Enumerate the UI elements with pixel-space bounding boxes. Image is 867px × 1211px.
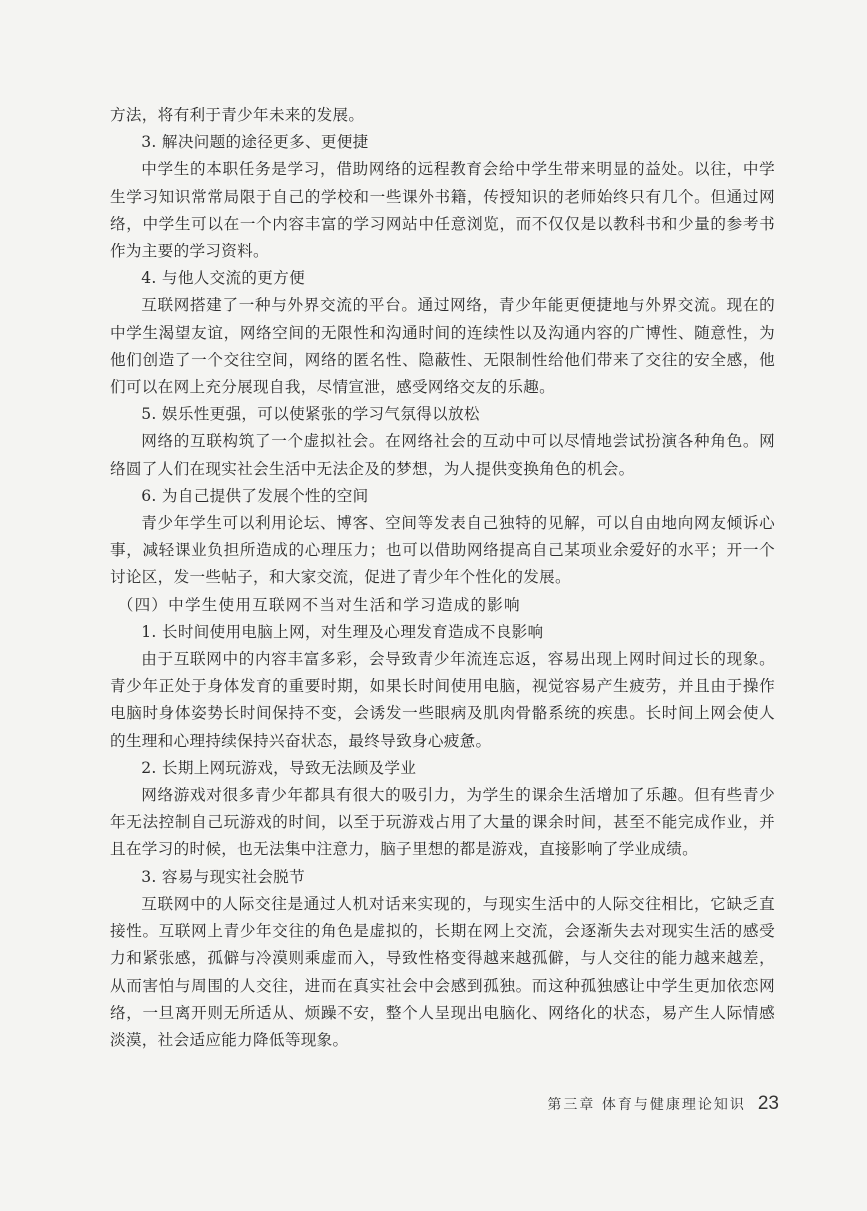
chapter-title: 第三章 体育与健康理论知识	[547, 1097, 746, 1113]
paragraph: 中学生的本职任务是学习，借助网络的远程教育会给中学生带来明显的益处。以往，中学生学习知识常常局限于自己的学校和一些课外书籍，传授知识的老师始终只有几个。但通过网络，中学生可以在一个内容丰富的学习网站中任意浏览，而不仅仅是以教科书和少量的参考书作为主要的学习资料。	[110, 160, 775, 261]
subheading: 4. 与他人交流的更方便	[141, 269, 305, 288]
paragraph: 网络的互联构筑了一个虚拟社会。在网络社会的互动中可以尽情地尝试扮演各种角色。网络圆了人们在现实社会生活中无法企及的梦想，为人提供变换角色的机会。	[110, 432, 775, 478]
paragraph: 互联网搭建了一种与外界交流的平台。通过网络，青少年能更便捷地与外界交流。现在的中学生渴望友谊，网络空间的无限性和沟通时间的连续性以及沟通内容的广博性、随意性，为他们创造了一个交往空间，网络的匿名性、隐蔽性、无限制性给他们带来了交往的安全感，他们可以在网上充分展现自我，尽情宣泄，感受网络交友的乐趣。	[110, 296, 775, 397]
subheading: 6. 为自己提供了发展个性的空间	[141, 486, 369, 505]
paragraph: 由于互联网中的内容丰富多彩，会导致青少年流连忘返，容易出现上网时间过长的现象。青少年正处于身体发育的重要时期，如果长时间使用电脑，视觉容易产生疲劳，并且由于操作电脑时身体姿势长时间保持不变，会诱发一些眼病及肌肉骨骼系统的疾患。长时间上网会使人的生理和心理持续保持兴奋状态，最终导致身心疲惫。	[110, 650, 775, 750]
subheading: 1. 长时间使用电脑上网，对生理及心理发育造成不良影响	[141, 622, 544, 641]
paragraph: 方法，将有利于青少年未来的发展。	[110, 106, 365, 124]
paragraph: 互联网中的人际交往是通过人机对话来实现的，与现实生活中的人际交往相比，它缺乏直接性。互联网上青少年交往的角色是虚拟的，长期在网上交流，会逐渐失去对现实生活的感受力和紧张感，孤僻与冷漠则乘虚而入，导致性格变得越来越孤僻，与人交往的能力越来越差，从而害怕与周围的人交往，进而在真实社会中会感到孤独。而这种孤独感让中学生更加依恋网络，一旦离开则无所适从、烦躁不安，整个人呈现出电脑化、网络化的状态，易产生人际情感淡漠，社会适应能力降低等现象。	[110, 894, 775, 1049]
subheading: 3. 解决问题的途径更多、更便捷	[141, 133, 369, 152]
body-text	[110, 102, 775, 1054]
section-heading: （四）中学生使用互联网不当对生活和学习造成的影响	[117, 595, 521, 614]
subheading: 5. 娱乐性更强，可以使紧张的学习气氛得以放松	[141, 405, 480, 424]
paragraph: 青少年学生可以利用论坛、博客、空间等发表自己独特的见解，可以自由地向网友倾诉心事，减轻课业负担所造成的心理压力；也可以借助网络提高自己某项业余爱好的水平；开一个讨论区，发一些帖子，和大家交流，促进了青少年个性化的发展。	[110, 514, 775, 587]
page-number: 23	[757, 1093, 779, 1114]
subheading: 2. 长期上网玩游戏，导致无法顾及学业	[141, 758, 417, 777]
page-footer	[547, 1093, 779, 1115]
subheading: 3. 容易与现实社会脱节	[141, 867, 305, 886]
paragraph: 网络游戏对很多青少年都具有很大的吸引力，为学生的课余生活增加了乐趣。但有些青少年无法控制自己玩游戏的时间，以至于玩游戏占用了大量的课余时间，甚至不能完成作业，并且在学习的时候，也无法集中注意力，脑子里想的都是游戏，直接影响了学业成绩。	[110, 786, 775, 859]
